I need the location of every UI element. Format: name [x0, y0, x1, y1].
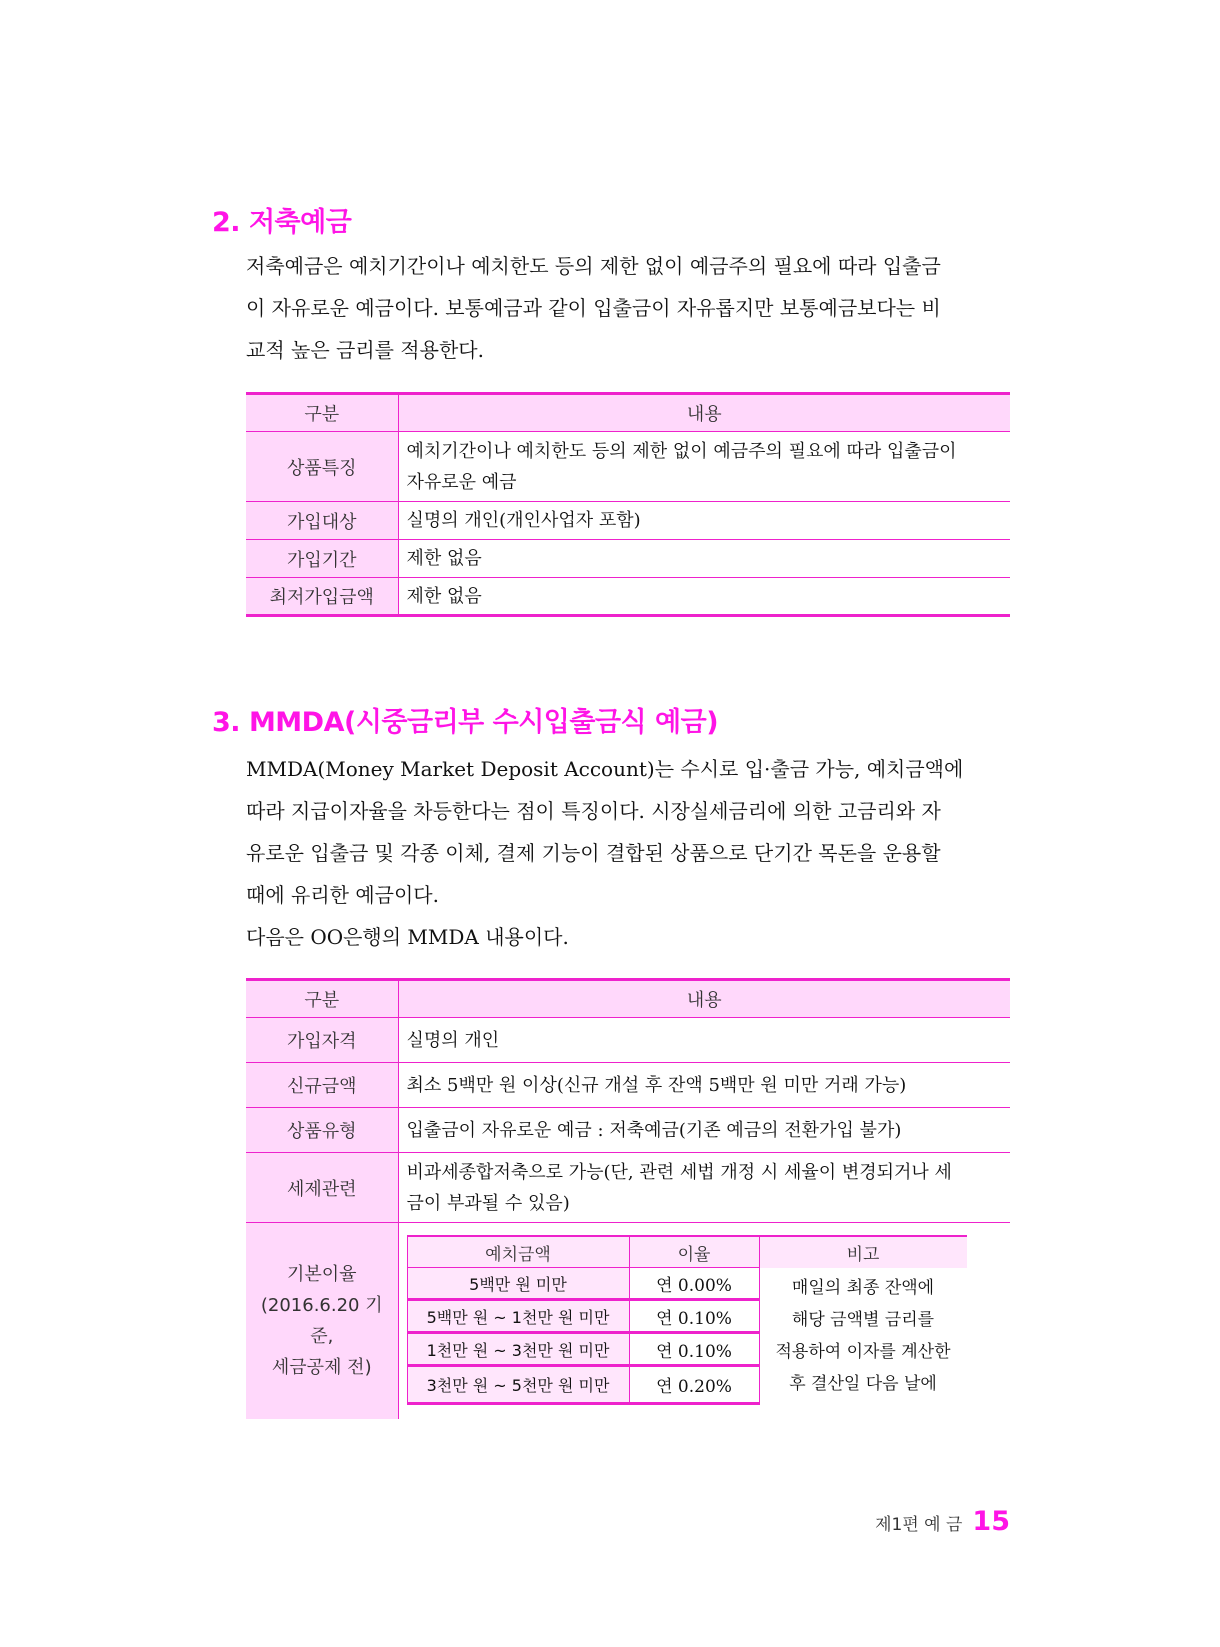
row-key: 상품특징	[246, 432, 398, 502]
rate-amount: 3천만 원 ~ 5천만 원 미만	[407, 1366, 629, 1404]
mmda-table	[246, 978, 1010, 1419]
rate-header-rate: 이율	[629, 1236, 759, 1268]
row-value: 제한 없음	[398, 540, 1010, 578]
rate-subtable	[407, 1235, 967, 1405]
chapter-label: 제1편 예 금	[875, 1515, 963, 1535]
header-category: 구분	[246, 394, 398, 432]
row-key: 세제관련	[246, 1153, 398, 1223]
paragraph-line: 따라 지급이자율을 차등한다는 점이 특징이다. 시장실세금리에 의한 고금리와 자	[246, 799, 941, 823]
row-value	[398, 432, 1010, 502]
value-line: 비과세종합저축으로 가능(단, 관련 세법 개정 시 세율이 변경되거나 세	[406, 1161, 952, 1183]
page-number: 15	[972, 1506, 1010, 1537]
rate-value: 연 0.20%	[629, 1366, 759, 1404]
paragraph-line: 다음은 OO은행의 MMDA 내용이다.	[246, 925, 569, 949]
header-content: 내용	[398, 394, 1010, 432]
row-key: 상품유형	[246, 1108, 398, 1153]
rate-amount: 5백만 원 미만	[407, 1268, 629, 1300]
key-line: 기본이율	[286, 1263, 357, 1285]
row-key: 최저가입금액	[246, 578, 398, 616]
row-value: 최소 5백만 원 이상(신규 개설 후 잔액 5백만 원 미만 거래 가능)	[398, 1063, 1010, 1108]
value-line: 자유로운 예금	[406, 471, 517, 493]
row-key: 가입대상	[246, 502, 398, 540]
paragraph-line: 교적 높은 금리를 적용한다.	[246, 338, 484, 362]
paragraph-line: 이 자유로운 예금이다. 보통예금과 같이 입출금이 자유롭지만 보통예금보다는 비	[246, 296, 941, 320]
rate-header-note: 비고	[759, 1236, 967, 1268]
rate-amount: 1천만 원 ~ 3천만 원 미만	[407, 1333, 629, 1366]
base-rate-value	[398, 1223, 1010, 1419]
section2-paragraph	[246, 245, 1010, 371]
key-line: (2016.6.20 기준,	[260, 1294, 383, 1347]
paragraph-line: 유로운 입출금 및 각종 이체, 결제 기능이 결합된 상품으로 단기간 목돈을 운용할	[246, 841, 941, 865]
savings-deposit-table	[246, 392, 1010, 617]
note-line: 후 결산일 다음 날에	[789, 1373, 937, 1394]
section2-title: 2. 저축예금	[212, 207, 352, 238]
rate-value: 연 0.00%	[629, 1268, 759, 1300]
rate-note	[759, 1268, 967, 1404]
rate-value: 연 0.10%	[629, 1333, 759, 1366]
header-content: 내용	[398, 980, 1010, 1018]
section3-paragraph	[246, 748, 1010, 958]
paragraph-line: 저축예금은 예치기간이나 예치한도 등의 제한 없이 예금주의 필요에 따라 입출금	[246, 254, 941, 278]
header-category: 구분	[246, 980, 398, 1018]
note-line: 해당 금액별 금리를	[791, 1309, 935, 1330]
row-value: 실명의 개인	[398, 1018, 1010, 1063]
key-line: 세금공제 전)	[271, 1356, 372, 1378]
row-key: 가입기간	[246, 540, 398, 578]
row-key: 가입자격	[246, 1018, 398, 1063]
base-rate-key	[246, 1223, 398, 1419]
row-key: 신규금액	[246, 1063, 398, 1108]
row-value	[398, 1153, 1010, 1223]
row-value: 제한 없음	[398, 578, 1010, 616]
page-footer	[875, 1506, 1010, 1537]
note-line: 적용하여 이자를 계산한	[775, 1341, 951, 1362]
rate-amount: 5백만 원 ~ 1천만 원 미만	[407, 1300, 629, 1333]
section3-title: 3. MMDA(시중금리부 수시입출금식 예금)	[212, 707, 719, 738]
note-line: 매일의 최종 잔액에	[791, 1277, 935, 1298]
rate-header-amount: 예치금액	[407, 1236, 629, 1268]
value-line: 금이 부과될 수 있음)	[406, 1192, 570, 1214]
row-value: 실명의 개인(개인사업자 포함)	[398, 502, 1010, 540]
paragraph-line: MMDA(Money Market Deposit Account)는 수시로 입·출금 가능, 예치금액에	[246, 757, 964, 781]
value-line: 예치기간이나 예치한도 등의 제한 없이 예금주의 필요에 따라 입출금이	[406, 440, 957, 462]
paragraph-line: 때에 유리한 예금이다.	[246, 883, 439, 907]
row-value: 입출금이 자유로운 예금 : 저축예금(기존 예금의 전환가입 불가)	[398, 1108, 1010, 1153]
rate-value: 연 0.10%	[629, 1300, 759, 1333]
